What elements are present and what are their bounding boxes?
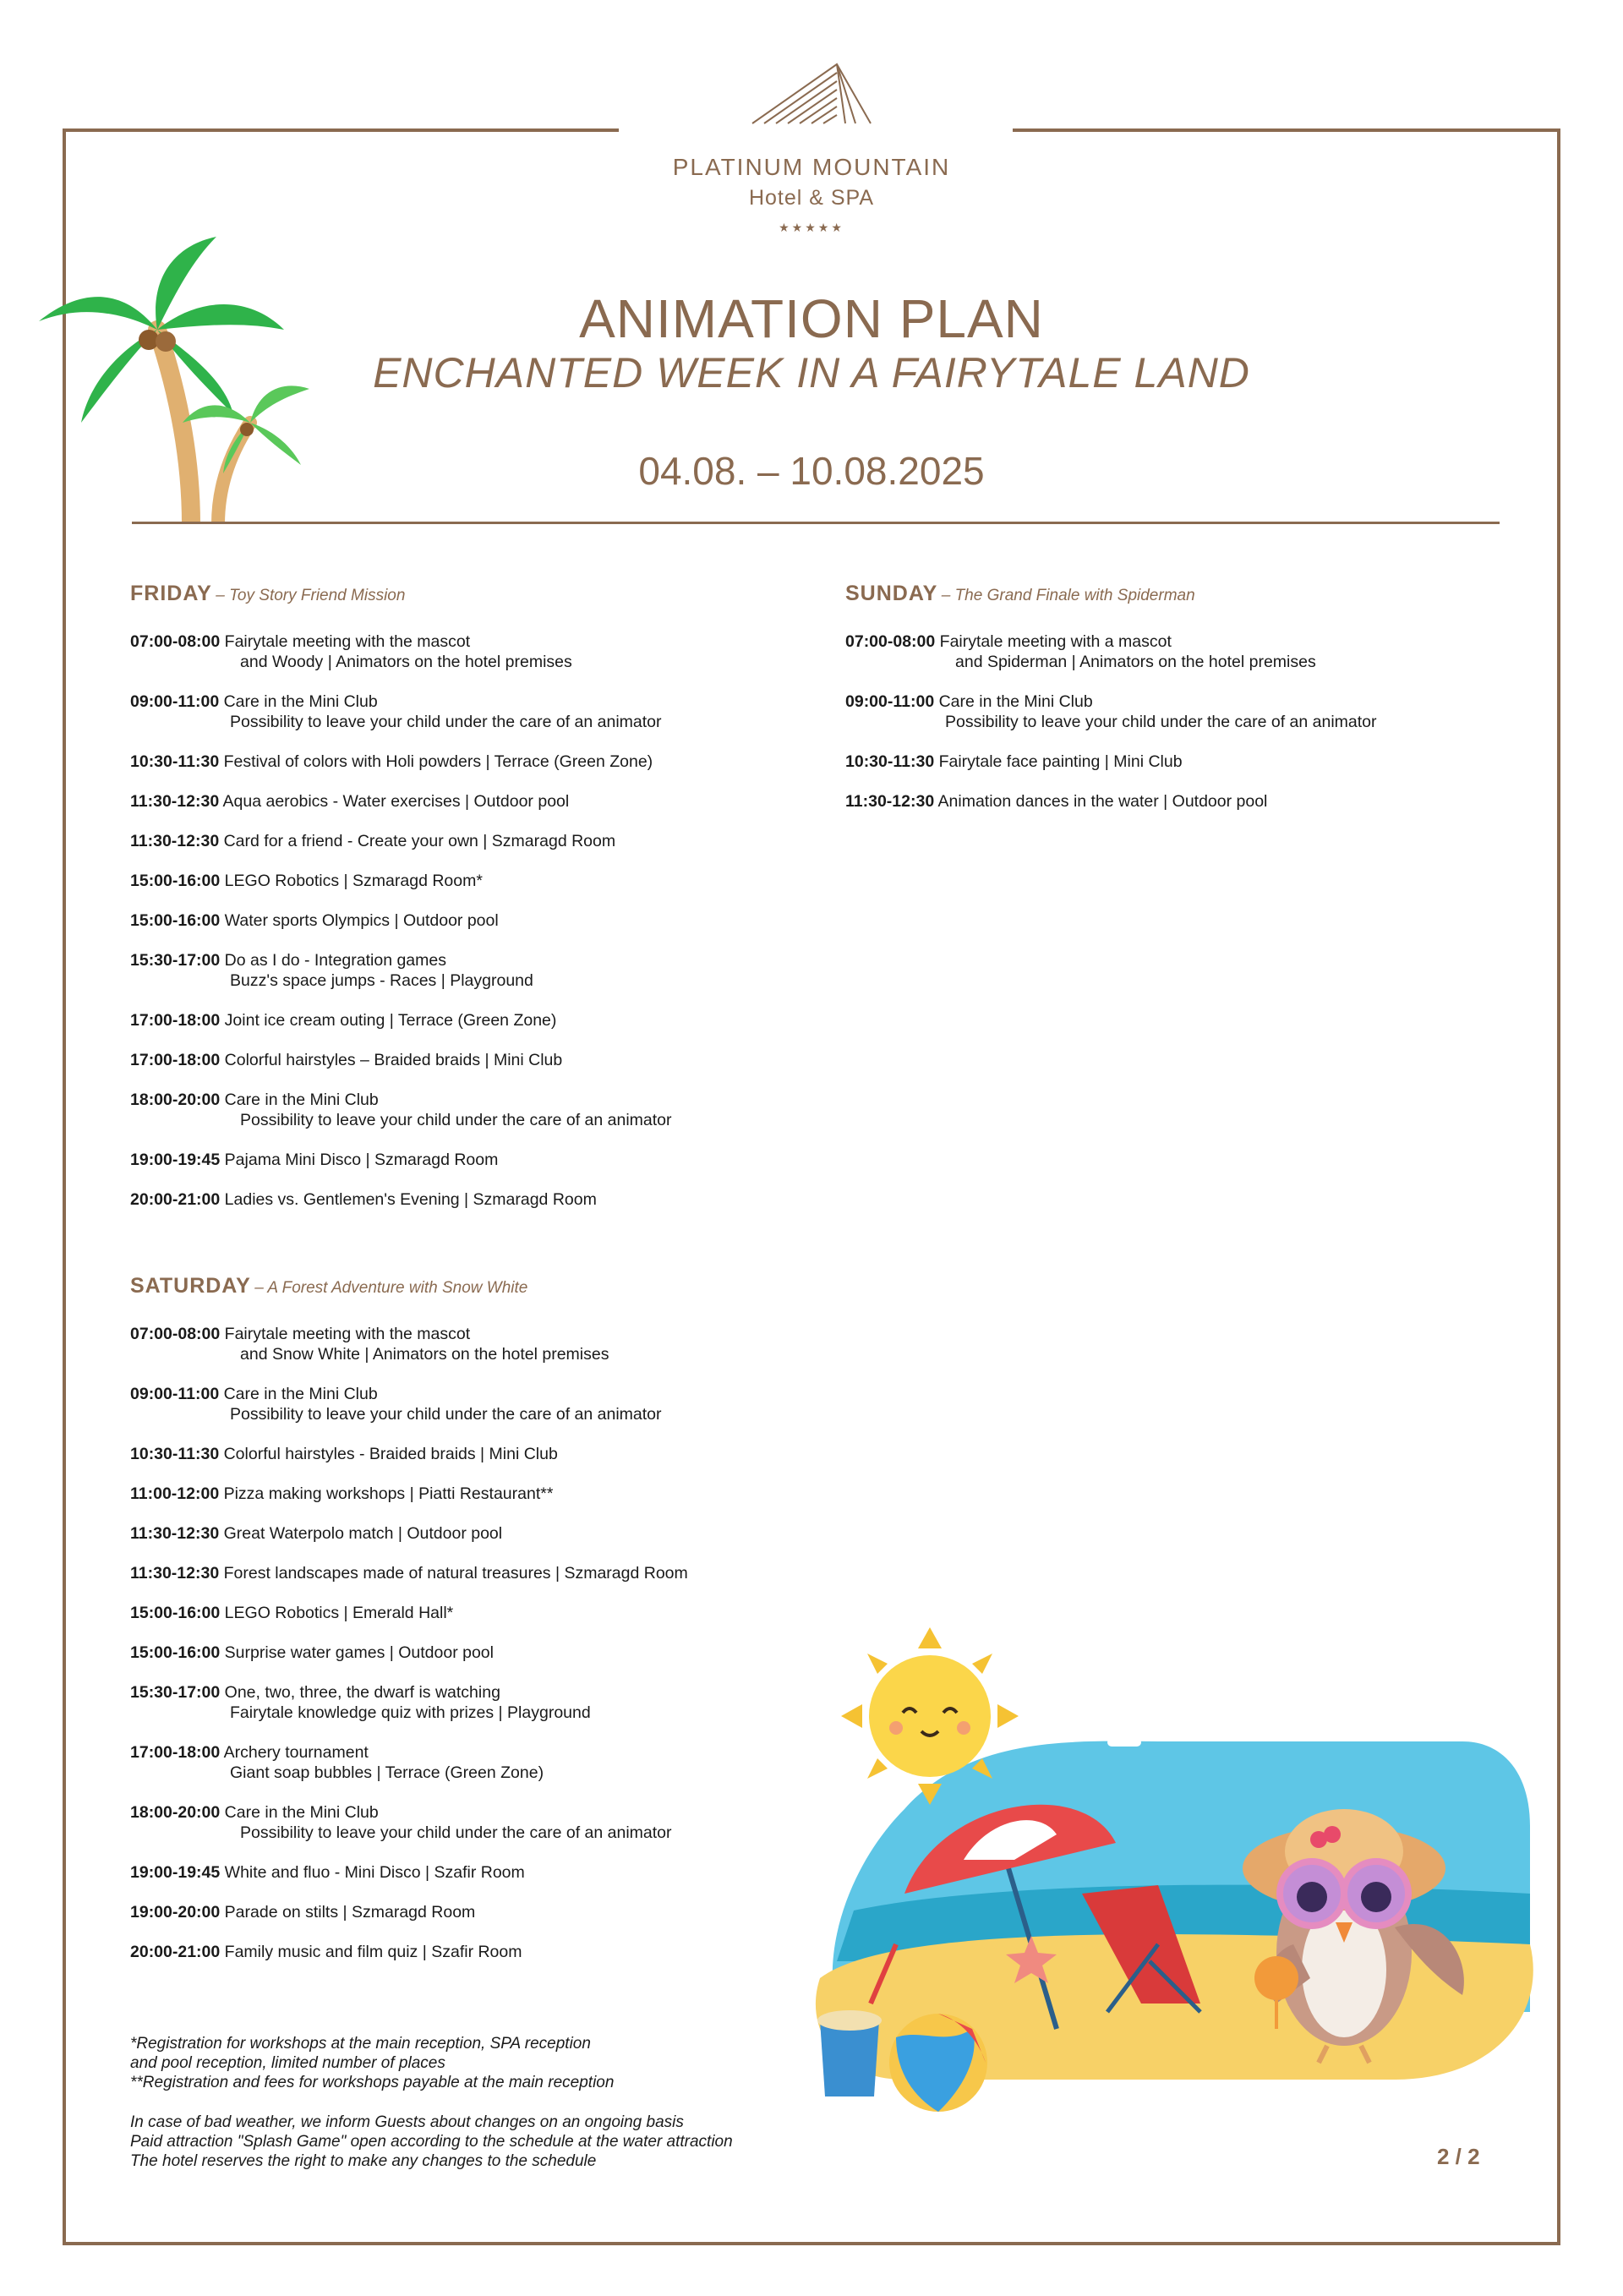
event-item	[130, 1942, 857, 1962]
day-theme: – A Forest Adventure with Snow White	[254, 1279, 528, 1297]
event-detail: Giant soap bubbles | Terrace (Green Zone)	[230, 1763, 544, 1782]
note-line: and pool reception, limited number of places	[130, 2054, 445, 2072]
event-time: 17:00-18:00	[130, 1051, 221, 1069]
event-item	[130, 1484, 857, 1504]
event-time: 09:00-11:00	[845, 692, 935, 711]
event-time: 15:00-16:00	[130, 872, 221, 890]
event-text: Fairytale meeting with the mascot	[224, 1325, 471, 1343]
hotel-stars: ★★★★★	[779, 221, 844, 234]
day-heading	[130, 1274, 857, 1298]
event-time: 10:30-11:30	[130, 1445, 220, 1463]
event-time: 15:00-16:00	[130, 1643, 221, 1662]
event-item	[130, 1902, 857, 1922]
event-time: 15:30-17:00	[130, 1683, 221, 1702]
event-time: 19:00-20:00	[130, 1903, 221, 1922]
event-time: 19:00-19:45	[130, 1863, 221, 1882]
event-detail: and Spiderman | Animators on the hotel premises	[955, 653, 1316, 671]
event-text: Forest landscapes made of natural treasures | Szmaragd Room	[223, 1564, 688, 1583]
event-item	[845, 752, 1488, 772]
hotel-name: PLATINUM MOUNTAIN	[672, 154, 951, 180]
event-time: 17:00-18:00	[130, 1011, 221, 1030]
day-sunday	[845, 582, 1488, 812]
event-time: 18:00-20:00	[130, 1091, 221, 1109]
event-item	[130, 1563, 857, 1583]
event-time: 09:00-11:00	[130, 1385, 220, 1403]
event-text: Fairytale meeting with the mascot	[224, 632, 471, 651]
event-detail: and Woody | Animators on the hotel premises	[240, 653, 572, 671]
header-divider	[132, 522, 1500, 524]
event-item	[130, 1682, 857, 1723]
event-time: 11:30-12:30	[130, 1564, 220, 1583]
event-item	[130, 831, 857, 851]
event-time: 11:30-12:30	[845, 792, 935, 811]
note-line: In case of bad weather, we inform Guests about changes on an ongoing basis	[130, 2113, 684, 2131]
schedule-right-column	[845, 582, 1488, 872]
event-item	[130, 1090, 857, 1130]
event-time: 11:30-12:30	[130, 1524, 220, 1543]
footnotes	[130, 2034, 942, 2171]
event-detail: Fairytale knowledge quiz with prizes | Playground	[230, 1703, 591, 1722]
event-detail: Buzz's space jumps - Races | Playground	[230, 971, 533, 990]
event-time: 07:00-08:00	[130, 632, 221, 651]
event-text: Care in the Mini Club	[223, 1385, 378, 1403]
event-time: 10:30-11:30	[845, 752, 935, 771]
event-text: Care in the Mini Club	[224, 1803, 379, 1822]
event-text: White and fluo - Mini Disco | Szafir Room	[224, 1863, 525, 1882]
event-text: Pizza making workshops | Piatti Restaurant**	[223, 1484, 554, 1503]
event-text: LEGO Robotics | Emerald Hall*	[224, 1604, 454, 1622]
event-time: 10:30-11:30	[130, 752, 220, 771]
event-time: 17:00-18:00	[130, 1743, 221, 1762]
event-item	[130, 1050, 857, 1070]
event-time: 15:00-16:00	[130, 911, 221, 930]
event-detail: Possibility to leave your child under the care of an animator	[230, 713, 662, 731]
event-detail: Possibility to leave your child under the care of an animator	[240, 1111, 672, 1129]
event-text: Fairytale meeting with a mascot	[939, 632, 1172, 651]
event-time: 19:00-19:45	[130, 1151, 221, 1169]
event-item	[130, 1643, 857, 1663]
day-heading	[845, 582, 1488, 606]
note-line: **Registration and fees for workshops payable at the main reception	[130, 2074, 615, 2091]
note-line: The hotel reserves the right to make any changes to the schedule	[130, 2152, 597, 2170]
day-heading	[130, 582, 857, 606]
event-item	[130, 791, 857, 812]
event-time: 20:00-21:00	[130, 1190, 221, 1209]
event-text: Water sports Olympics | Outdoor pool	[224, 911, 499, 930]
event-time: 15:30-17:00	[130, 951, 221, 970]
day-theme: – Toy Story Friend Mission	[216, 587, 406, 604]
event-time: 11:00-12:00	[130, 1484, 220, 1503]
event-item	[130, 950, 857, 991]
event-item	[845, 692, 1488, 732]
event-text: Animation dances in the water | Outdoor pool	[937, 792, 1268, 811]
event-text: LEGO Robotics | Szmaragd Room*	[224, 872, 483, 890]
event-text: Ladies vs. Gentlemen's Evening | Szmaragd Room	[224, 1190, 597, 1209]
event-item	[845, 631, 1488, 672]
event-text: Parade on stilts | Szmaragd Room	[224, 1903, 476, 1922]
event-text: Joint ice cream outing | Terrace (Green Zone)	[224, 1011, 557, 1030]
event-item	[130, 871, 857, 891]
event-time: 07:00-08:00	[130, 1325, 221, 1343]
event-item	[130, 1603, 857, 1623]
event-item	[130, 692, 857, 732]
event-text: Surprise water games | Outdoor pool	[224, 1643, 494, 1662]
day-name: SATURDAY	[130, 1274, 251, 1298]
day-name: SUNDAY	[845, 582, 938, 605]
event-item	[130, 910, 857, 931]
event-item	[130, 752, 857, 772]
event-text: Fairytale face painting | Mini Club	[938, 752, 1183, 771]
event-detail: Possibility to leave your child under the care of an animator	[230, 1405, 662, 1424]
event-item	[130, 1802, 857, 1843]
event-item	[130, 1523, 857, 1544]
day-friday	[130, 582, 857, 1210]
event-time: 15:00-16:00	[130, 1604, 221, 1622]
event-text: Archery tournament	[223, 1743, 369, 1762]
event-item	[130, 1150, 857, 1170]
event-text: Do as I do - Integration games	[224, 951, 446, 970]
event-text: Festival of colors with Holi powders | Terrace (Green Zone)	[223, 752, 653, 771]
event-time: 20:00-21:00	[130, 1943, 221, 1961]
date-range: 04.08. – 10.08.2025	[638, 449, 985, 493]
event-text: Pajama Mini Disco | Szmaragd Room	[224, 1151, 499, 1169]
page-title: ANIMATION PLAN	[579, 288, 1044, 349]
event-text: Care in the Mini Club	[938, 692, 1093, 711]
event-item	[130, 631, 857, 672]
event-item	[130, 1862, 857, 1883]
day-theme: – The Grand Finale with Spiderman	[941, 587, 1195, 604]
event-item	[130, 1189, 857, 1210]
page-subtitle: ENCHANTED WEEK IN A FAIRYTALE LAND	[373, 349, 1250, 396]
event-text: Care in the Mini Club	[224, 1091, 379, 1109]
event-text: Aqua aerobics - Water exercises | Outdoor pool	[222, 792, 570, 811]
event-item	[845, 791, 1488, 812]
event-text: Colorful hairstyles - Braided braids | Mini Club	[223, 1445, 558, 1463]
event-time: 07:00-08:00	[845, 632, 936, 651]
event-item	[130, 1742, 857, 1783]
day-name: FRIDAY	[130, 582, 212, 605]
event-time: 11:30-12:30	[130, 792, 220, 811]
hotel-logo	[642, 63, 981, 235]
event-text: One, two, three, the dwarf is watching	[224, 1683, 500, 1702]
event-item	[130, 1010, 857, 1030]
event-detail: and Snow White | Animators on the hotel premises	[240, 1345, 609, 1364]
mountain-logo-icon	[744, 63, 879, 130]
event-text: Great Waterpolo match | Outdoor pool	[223, 1524, 503, 1543]
event-text: Colorful hairstyles – Braided braids | Mini Club	[224, 1051, 563, 1069]
note-line: Paid attraction "Splash Game" open according to the schedule at the water attraction	[130, 2133, 733, 2151]
event-text: Care in the Mini Club	[223, 692, 378, 711]
event-time: 11:30-12:30	[130, 832, 220, 850]
event-text: Family music and film quiz | Szafir Room	[224, 1943, 522, 1961]
event-time: 09:00-11:00	[130, 692, 220, 711]
day-saturday	[130, 1274, 857, 1962]
hotel-sub: Hotel & SPA	[748, 186, 875, 210]
event-item	[130, 1324, 857, 1364]
schedule-left-column	[130, 582, 857, 2023]
page-number: 2 / 2	[1437, 2144, 1480, 2169]
event-detail: Possibility to leave your child under the care of an animator	[945, 713, 1377, 731]
event-detail: Possibility to leave your child under the care of an animator	[240, 1823, 672, 1842]
note-line: *Registration for workshops at the main reception, SPA reception	[130, 2035, 591, 2053]
event-item	[130, 1444, 857, 1464]
event-text: Card for a friend - Create your own | Szmaragd Room	[223, 832, 616, 850]
event-item	[130, 1384, 857, 1424]
event-time: 18:00-20:00	[130, 1803, 221, 1822]
